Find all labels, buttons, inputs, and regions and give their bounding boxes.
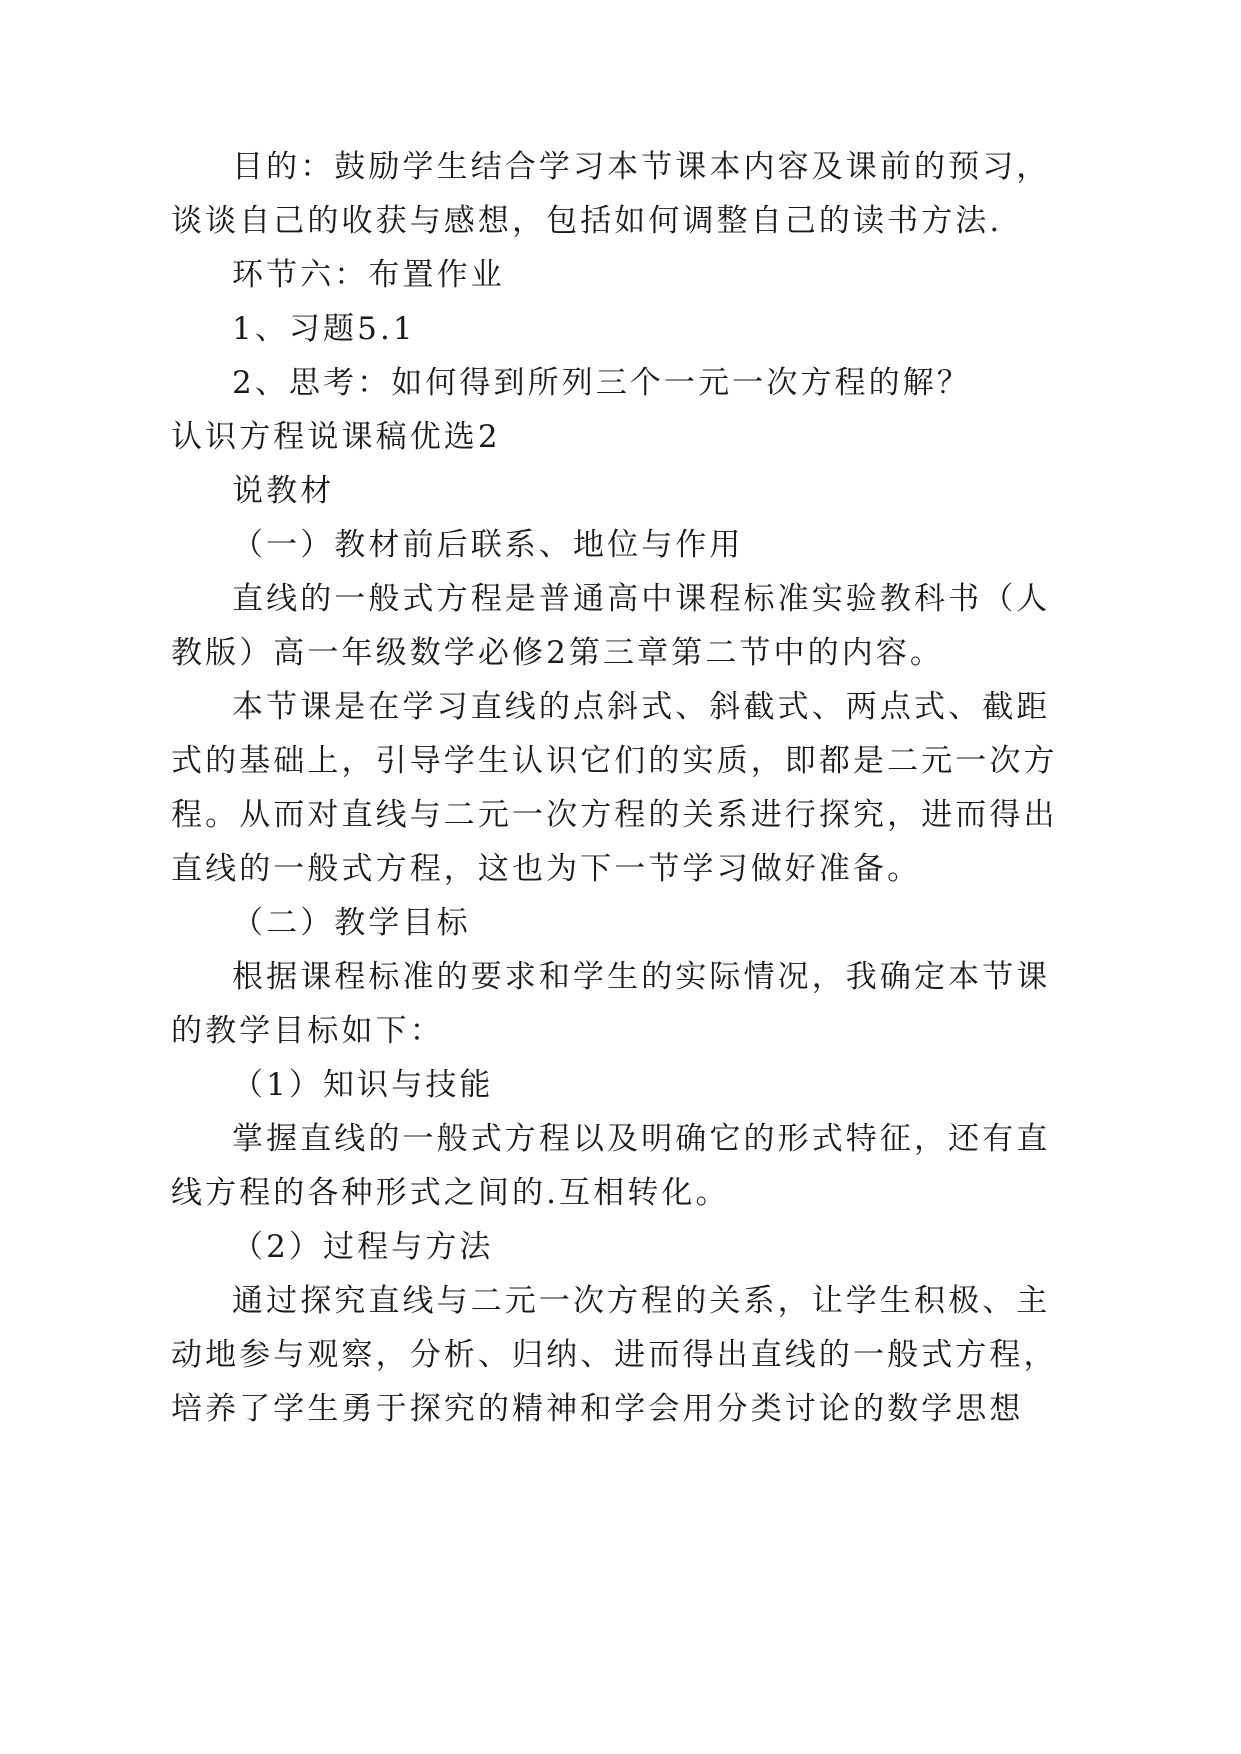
section-heading: 说教材 (232, 473, 335, 509)
subsection-heading: （2）过程与方法 (232, 1229, 494, 1265)
text-line: 动地参与观察，分析、归纳、进而得出直线的一般式方程， (171, 1337, 1058, 1373)
text-line: 程。从而对直线与二元一次方程的关系进行探究，进而得出 (171, 797, 1058, 833)
text-line: 谈谈自己的收获与感想，包括如何调整自己的读书方法. (171, 203, 1003, 239)
subsection-heading: （1）知识与技能 (232, 1067, 494, 1103)
text-line: 根据课程标准的要求和学生的实际情况，我确定本节课 (232, 959, 1051, 995)
text-line: 式的基础上，引导学生认识它们的实质，即都是二元一次方 (171, 743, 1058, 779)
text-line: 线方程的各种形式之间的.互相转化。 (171, 1175, 730, 1211)
subsection-heading: （一）教材前后联系、地位与作用 (232, 527, 744, 563)
text-line: 教版）高一年级数学必修2第三章第二节中的内容。 (171, 635, 945, 671)
list-item: 1、习题5.1 (232, 311, 416, 347)
document-title: 认识方程说课稿优选2 (171, 419, 501, 455)
text-line: 目的：鼓励学生结合学习本节课本内容及课前的预习， (232, 149, 1051, 185)
text-line: 本节课是在学习直线的点斜式、斜截式、两点式、截距 (232, 689, 1051, 725)
subsection-heading: （二）教学目标 (232, 905, 471, 941)
text-line: 的教学目标如下： (171, 1013, 444, 1049)
text-line: 直线的一般式方程是普通高中课程标准实验教科书（人 (232, 581, 1051, 617)
text-line: 培养了学生勇于探究的精神和学会用分类讨论的数学思想 (171, 1391, 1024, 1427)
section-heading: 环节六：布置作业 (232, 257, 505, 293)
list-item: 2、思考：如何得到所列三个一元一次方程的解？ (232, 365, 971, 401)
text-line: 直线的一般式方程，这也为下一节学习做好准备。 (171, 851, 922, 887)
text-line: 掌握直线的一般式方程以及明确它的形式特征，还有直 (232, 1121, 1051, 1157)
text-line: 通过探究直线与二元一次方程的关系，让学生积极、主 (232, 1283, 1051, 1319)
